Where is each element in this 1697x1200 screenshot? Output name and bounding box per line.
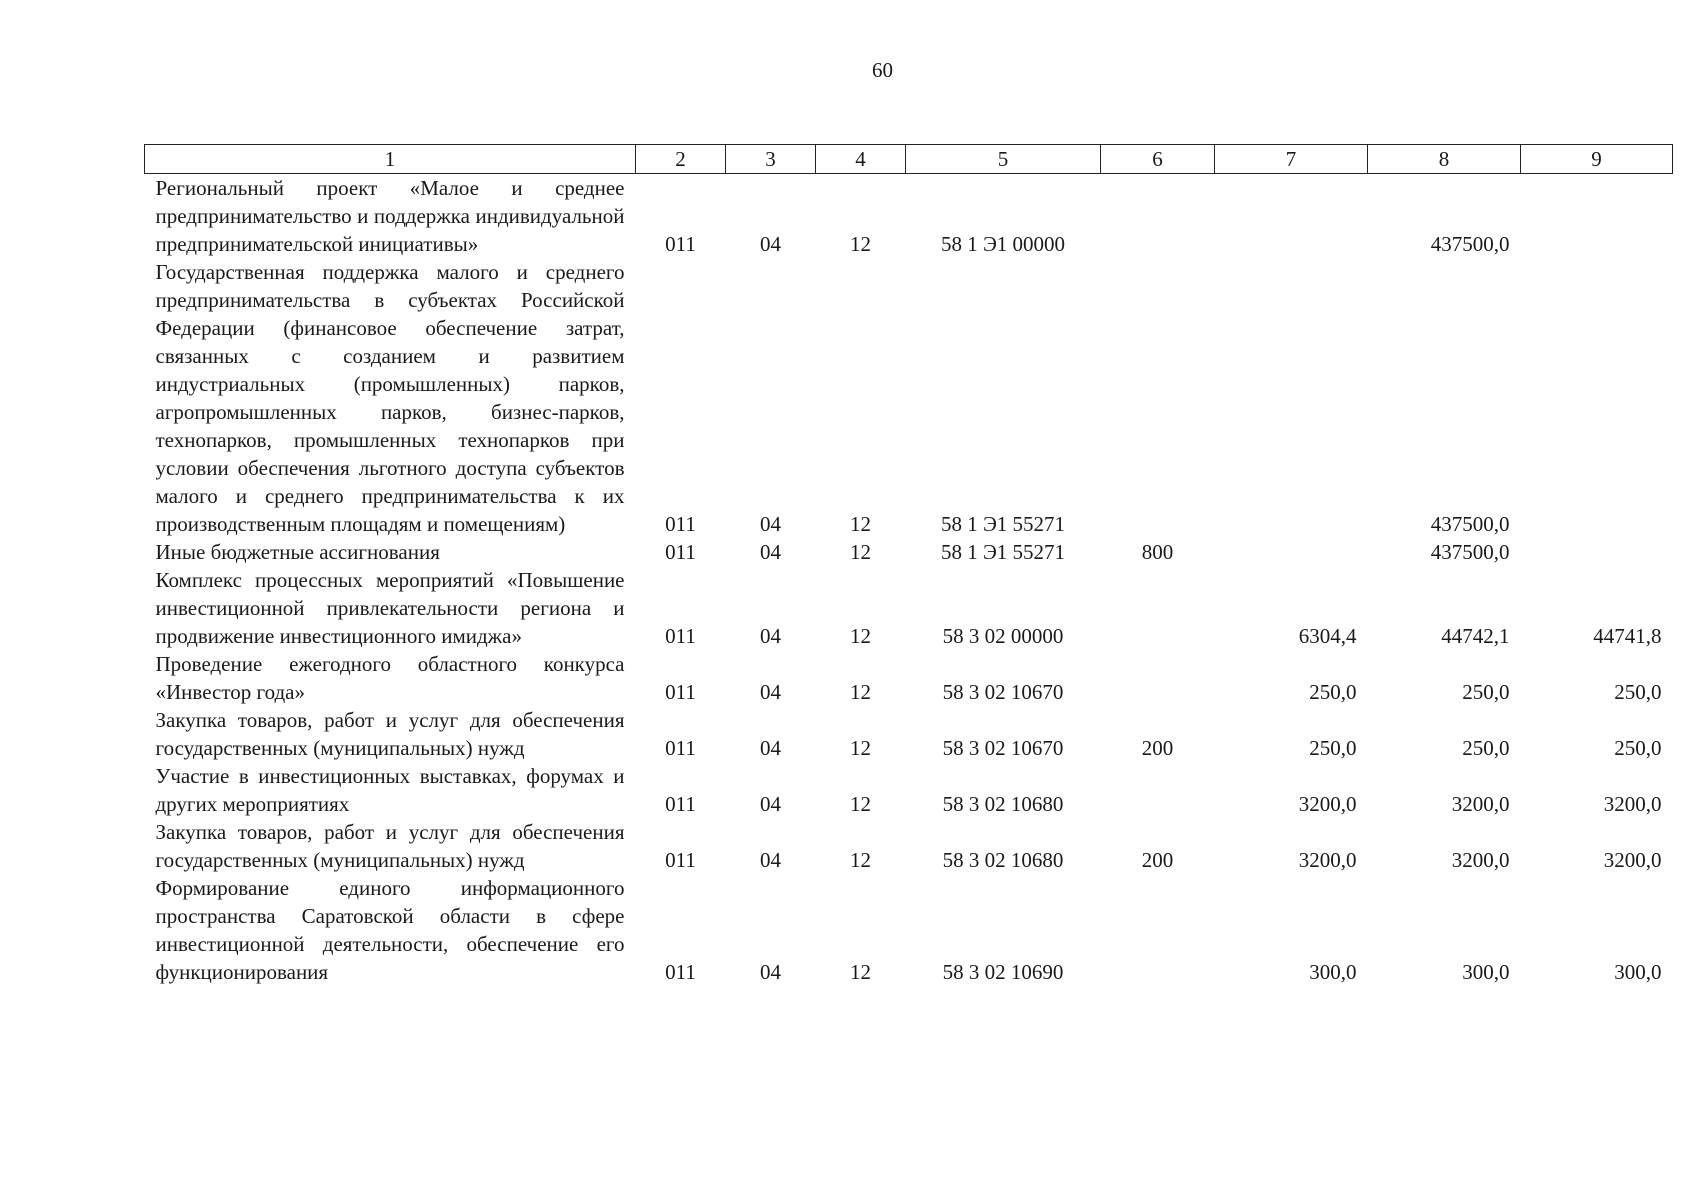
target-article-code: 58 1 Э1 55271 [940,540,1066,564]
amount-col-8: 250,0 [1462,736,1510,760]
target-article-code: 58 1 Э1 00000 [940,232,1066,256]
target-article-code: 58 3 02 10670 [942,680,1064,704]
target-article-code: 58 1 Э1 55271 [940,512,1066,536]
column-header-4: 4 [816,145,906,174]
ministry-code: 011 [665,680,696,704]
section-code: 04 [760,624,781,648]
expense-name: Региональный проект «Малое и среднее предпринимательство и поддержка индивидуальной предпринимательской инициативы» [155,176,625,256]
amount-col-8: 250,0 [1462,680,1510,704]
section-code: 04 [760,960,781,984]
table-row [145,538,1673,566]
expense-name: Участие в инвестиционных выставках, форумах и других мероприятиях [155,764,625,816]
page-number: 60 [872,58,893,82]
expense-type-code [1101,258,1215,538]
amount-col-8: 437500,0 [1430,540,1510,564]
section-code: 04 [760,540,781,564]
column-header-6: 6 [1101,145,1215,174]
column-header-8: 8 [1368,145,1521,174]
table-row [145,706,1673,762]
ministry-code: 011 [665,540,696,564]
target-article-code: 58 3 02 10680 [942,792,1064,816]
expense-type-code: 200 [1141,736,1174,760]
target-article-code: 58 3 02 00000 [942,624,1064,648]
ministry-code: 011 [665,512,696,536]
section-code: 04 [760,848,781,872]
amount-col-8: 437500,0 [1430,512,1510,536]
target-article-code: 58 3 02 10680 [942,848,1064,872]
subsection-code: 12 [850,540,871,564]
amount-col-9: 3200,0 [1603,848,1662,872]
amount-col-7 [1215,174,1368,259]
expense-name: Проведение ежегодного областного конкурса «Инвестор года» [155,652,625,704]
table-row [145,874,1673,986]
expense-name: Формирование единого информационного пространства Саратовской области в сфере инвестиционной деятельности, обеспечение его функционирования [155,876,625,984]
subsection-code: 12 [850,848,871,872]
target-article-code: 58 3 02 10670 [942,736,1064,760]
column-header-3: 3 [726,145,816,174]
target-article-code: 58 3 02 10690 [942,960,1064,984]
expense-type-code [1101,762,1215,818]
ministry-code: 011 [665,960,696,984]
amount-col-7: 3200,0 [1298,792,1357,816]
subsection-code: 12 [850,792,871,816]
amount-col-7 [1215,538,1368,566]
amount-col-9: 250,0 [1614,680,1662,704]
subsection-code: 12 [850,232,871,256]
expense-type-code [1101,174,1215,259]
table-row [145,258,1673,538]
subsection-code: 12 [850,960,871,984]
amount-col-8: 437500,0 [1430,232,1510,256]
table-row [145,818,1673,874]
amount-col-9: 300,0 [1614,960,1662,984]
expense-name: Комплекс процессных мероприятий «Повышение инвестиционной привлекательности региона и продвижение инвестиционного имиджа» [155,568,625,648]
amount-col-9 [1521,538,1673,566]
section-code: 04 [760,792,781,816]
ministry-code: 011 [665,792,696,816]
table-row [145,650,1673,706]
section-code: 04 [760,736,781,760]
section-code: 04 [760,680,781,704]
ministry-code: 011 [665,736,696,760]
amount-col-8: 44742,1 [1441,624,1510,648]
table-row [145,762,1673,818]
ministry-code: 011 [665,232,696,256]
amount-col-7: 6304,4 [1298,624,1357,648]
subsection-code: 12 [850,736,871,760]
amount-col-9 [1521,174,1673,259]
amount-col-8: 3200,0 [1451,792,1510,816]
expense-type-code: 200 [1141,848,1174,872]
amount-col-7: 250,0 [1309,680,1357,704]
column-header-5: 5 [906,145,1101,174]
amount-col-9 [1521,258,1673,538]
section-code: 04 [760,232,781,256]
amount-col-7: 300,0 [1309,960,1357,984]
amount-col-8: 300,0 [1462,960,1510,984]
section-code: 04 [760,512,781,536]
expense-name: Иные бюджетные ассигнования [155,540,440,564]
amount-col-7: 3200,0 [1298,848,1357,872]
expense-type-code [1101,566,1215,650]
amount-col-9: 44741,8 [1593,624,1662,648]
column-header-2: 2 [636,145,726,174]
ministry-code: 011 [665,848,696,872]
subsection-code: 12 [850,624,871,648]
table-row [145,174,1673,259]
subsection-code: 12 [850,680,871,704]
expense-type-code [1101,874,1215,986]
amount-col-9: 3200,0 [1603,792,1662,816]
budget-table [144,144,1673,986]
amount-col-7: 250,0 [1309,736,1357,760]
ministry-code: 011 [665,624,696,648]
expense-name: Закупка товаров, работ и услуг для обеспечения государственных (муниципальных) нужд [155,820,625,872]
amount-col-8: 3200,0 [1451,848,1510,872]
amount-col-7 [1215,258,1368,538]
column-header-1: 1 [145,145,636,174]
expense-name: Закупка товаров, работ и услуг для обеспечения государственных (муниципальных) нужд [155,708,625,760]
subsection-code: 12 [850,512,871,536]
expense-type-code [1101,650,1215,706]
column-header-7: 7 [1215,145,1368,174]
column-header-9: 9 [1521,145,1673,174]
header-row [145,145,1673,174]
table-row [145,566,1673,650]
expense-name: Государственная поддержка малого и среднего предпринимательства в субъектах Российской Федерации (финансовое обеспечение затрат, связанных с созданием и развитием индустриальных (промышленных) парков, агропромышленных парков, бизнес-парков, технопарков, промышленных технопарков при условии обеспечения льготного доступа субъектов малого и среднего предпринимательства к их производственным площадям и помещениям) [155,260,625,536]
amount-col-9: 250,0 [1614,736,1662,760]
expense-type-code: 800 [1141,540,1174,564]
